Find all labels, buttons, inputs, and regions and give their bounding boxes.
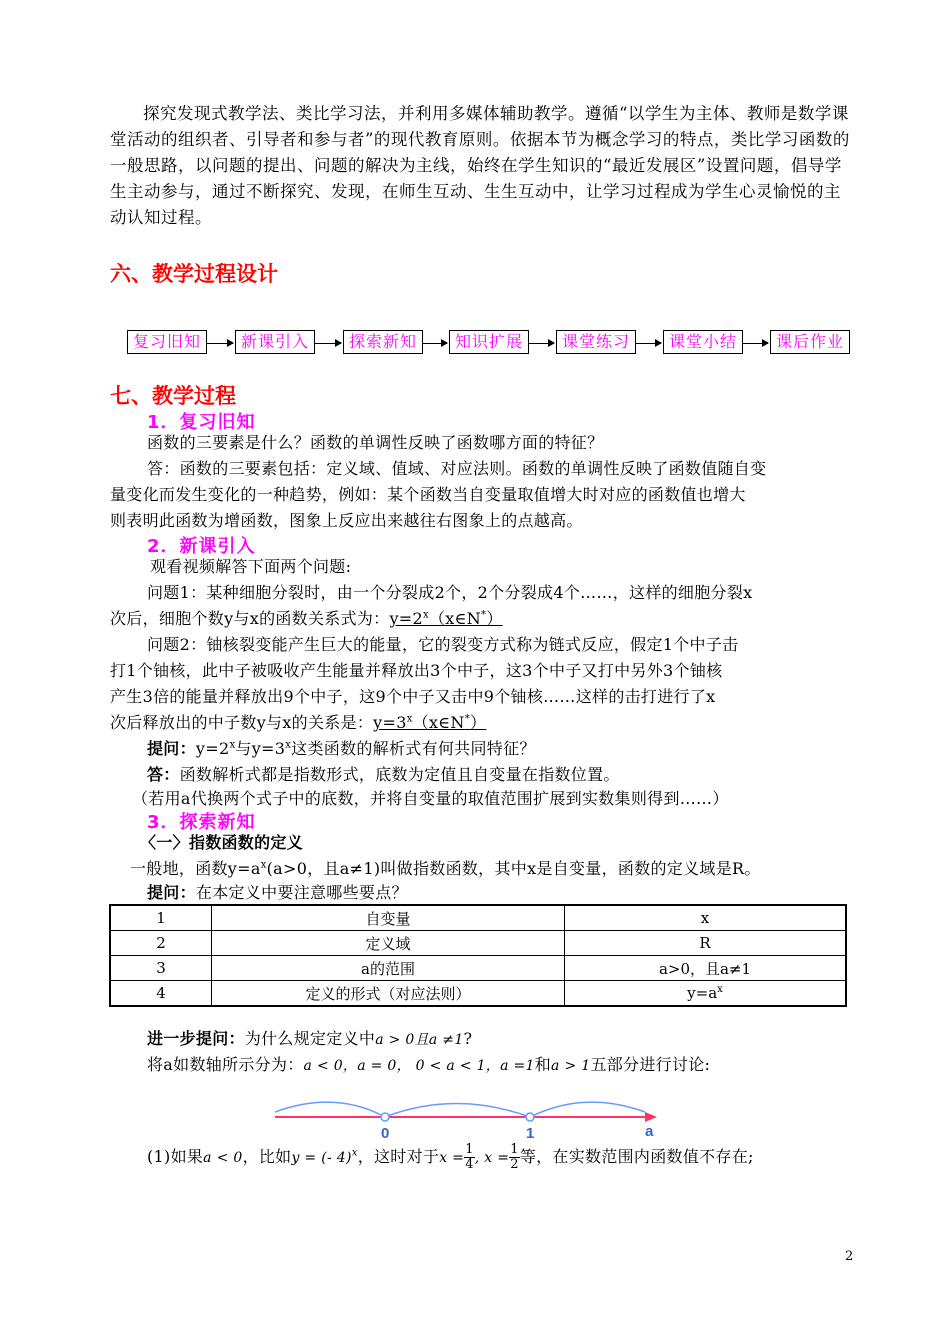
s2-watch: 观看视频解答下面两个问题:	[150, 557, 352, 576]
s3-case-1: (1)如果a < 0，比如y = (- 4)$^x$，这时对于x = $\frac{1}{4}$ , x = $\frac{1}{2}$ 等，在实数范围内函数值不存在;	[147, 1142, 754, 1172]
fraction-one-half: $\frac{1}{2}$	[510, 1142, 519, 1172]
table-cell: 3	[110, 956, 212, 981]
flow-arrow	[207, 343, 233, 344]
flow-arrow	[529, 343, 554, 344]
s1-answer-line-3: 则表明此函数为增函数，图象上反应出来越往右图象上的点越高。	[110, 511, 583, 530]
s2-ask: 提问：$y=2^x$与$y=3^x$这类函数的解析式有何共同特征？	[147, 739, 536, 758]
process-flow	[127, 330, 852, 356]
flow-step-5: 课堂练习	[556, 330, 636, 354]
table-cell: 1	[110, 905, 212, 931]
table-row	[110, 905, 846, 931]
s3-subheading: 〈一〉指数函数的定义	[140, 833, 304, 852]
flow-arrow	[423, 343, 447, 344]
s2-heading: 2．新课引入	[147, 536, 256, 557]
arc-negative	[275, 1102, 385, 1117]
s1-heading: 1．复习旧知	[147, 412, 256, 433]
intro-paragraph: 探究发现式教学法、类比学习法，并利用多媒体辅助教学。遵循“以学生为主体、教师是数学课堂活动的组织者、引导者和参与者”的现代教育原则。依据本节为概念学习的特点，类比学习函数的一般思路，以问题的提出、问题的解决为主线，始终在学生知识的“最近发展区”设置问题，倡导学生主动参与，通过不断探究、发现，在师生互动、生生互动中，让学习过程成为学生心灵愉悦的主动认知过程。	[110, 104, 850, 227]
s2-q2-line-3: 产生3倍的能量并释放出9个中子，这9个中子又击中9个铀核……这样的击打进行了x	[110, 687, 716, 706]
table-cell: x	[565, 905, 847, 931]
flow-step-7: 课后作业	[770, 330, 850, 354]
axis-label-zero: 0	[381, 1125, 390, 1140]
table-cell: 定义域	[212, 931, 565, 956]
flow-step-2: 新课引入	[235, 330, 315, 354]
s3-heading: 3．探索新知	[147, 812, 256, 833]
flow-step-3: 探索新知	[343, 330, 423, 354]
s2-q2-line-1: 问题2：铀核裂变能产生巨大的能量，它的裂变方式称为链式反应，假定1个中子击	[147, 635, 739, 654]
flow-step-1: 复习旧知	[127, 330, 207, 354]
s2-q2-text: 次后释放出的中子数y与x的关系是：	[110, 713, 374, 732]
s1-answer-line-1: 答：函数的三要素包括：定义域、值域、对应法则。函数的单调性反映了函数值随自变	[147, 459, 767, 478]
arc-greater-one	[530, 1102, 645, 1117]
section-7-heading: 七、教学过程	[110, 384, 236, 408]
axis-label-one: 1	[526, 1125, 535, 1140]
s1-answer-line-2: 量变化而发生变化的一种趋势，例如：某个函数当自变量取值增大时对应的函数值也增大	[110, 485, 746, 504]
s2-q2-line-2: 打1个铀核，此中子被吸收产生能量并释放出3个中子，这3个中子又打中另外3个铀核	[110, 661, 723, 680]
table-cell: 定义的形式（对应法则）	[212, 981, 565, 1007]
section-6-heading: 六、教学过程设计	[110, 262, 278, 286]
fraction-one-quarter: $\frac{1}{4}$	[465, 1142, 474, 1172]
s1-question: 函数的三要素是什么？函数的单调性反映了函数哪方面的特征？	[147, 433, 604, 452]
axis-label-a: a	[645, 1123, 654, 1140]
page-number: 2	[845, 1249, 854, 1264]
s2-q2-formula: $y=3^x(x\in N^*)$	[373, 713, 487, 732]
s2-note: （若用a代换两个式子中的底数，并将自变量的取值范围扩展到实数集则得到……）	[132, 789, 729, 808]
flow-step-4: 知识扩展	[449, 330, 529, 354]
s2-q1-text: 次后，细胞个数y与x的函数关系式为：	[110, 609, 390, 628]
flow-arrow	[636, 343, 661, 344]
arc-zero-one	[385, 1104, 530, 1118]
axis-arrowhead	[645, 1112, 657, 1122]
s3-further-ask: 进一步提问：为什么规定定义中a > 0且a ≠1?	[147, 1029, 473, 1048]
table-cell: R	[565, 931, 847, 956]
table-cell: 自变量	[212, 905, 565, 931]
point-one	[526, 1113, 534, 1121]
s3-definition: 一般地，函数$y=a^x(a>0$，且a≠1)叫做指数函数，其中x是自变量，函数的定义域是R。	[130, 859, 761, 878]
s3-ask: 提问：在本定义中要注意哪些要点？	[147, 883, 408, 902]
table-cell: a的范围	[212, 956, 565, 981]
s2-answer: 答：函数解析式都是指数形式，底数为定值且自变量在指数位置。	[147, 765, 620, 784]
flow-arrow	[743, 343, 768, 344]
table-row	[110, 931, 846, 956]
table-cell: a>0，且a≠1	[565, 956, 847, 981]
table-row	[110, 956, 846, 981]
s2-q1-line-2	[110, 608, 855, 630]
flow-step-6: 课堂小结	[663, 330, 743, 354]
number-line	[275, 1090, 675, 1140]
table-cell: 2	[110, 931, 212, 956]
flow-arrow	[315, 343, 341, 344]
s3-split: 将a如数轴所示分为：a < 0，a = 0， 0 < a < 1，a =1和a > 1五部分进行讨论:	[147, 1055, 711, 1074]
table-row	[110, 981, 846, 1007]
s2-q1-line-1: 问题1：某种细胞分裂时，由一个分裂成2个，2个分裂成4个……，这样的细胞分裂x	[147, 583, 753, 602]
point-zero	[381, 1113, 389, 1121]
definition-table	[109, 904, 847, 1007]
table-cell: $y=a^x$	[565, 981, 847, 1007]
table-cell: 4	[110, 981, 212, 1007]
s2-q1-formula: $y=2^x(x\in N^*)$	[389, 609, 503, 628]
s2-q2-line-4	[110, 712, 855, 734]
